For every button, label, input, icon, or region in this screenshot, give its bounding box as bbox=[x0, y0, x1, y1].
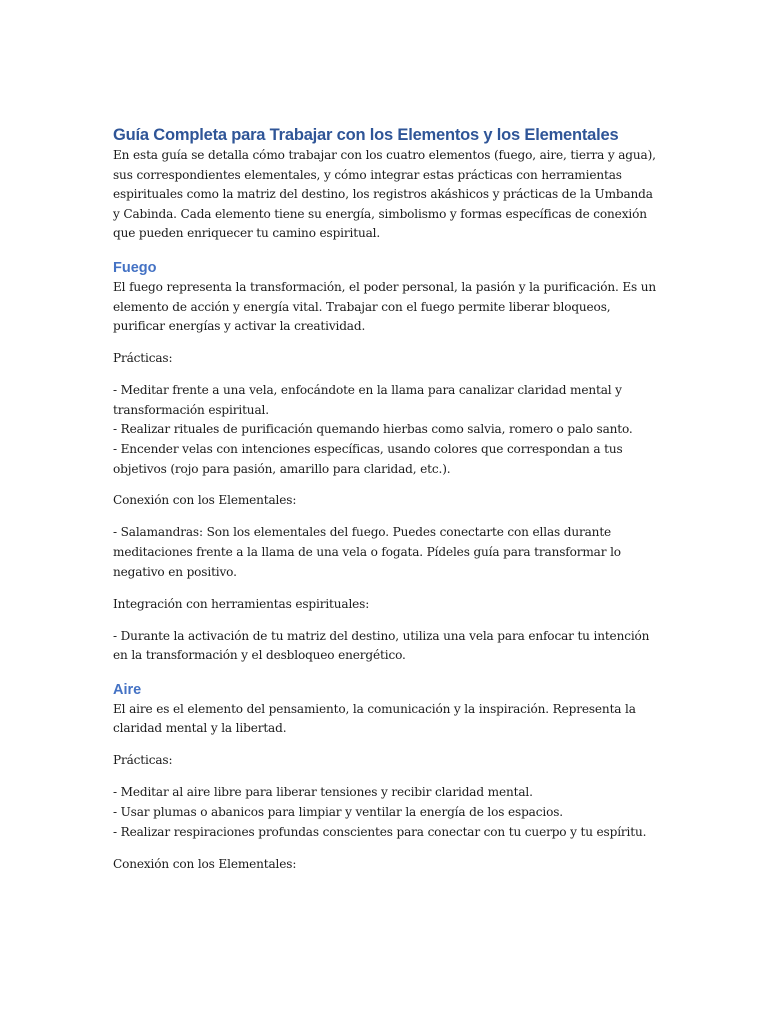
list-item: - Meditar frente a una vela, enfocándote en la llama para canalizar claridad mental y transformación espiritual. bbox=[113, 383, 622, 417]
fuego-connection-label: Conexión con los Elementales: bbox=[113, 493, 297, 508]
list-item: - Meditar al aire libre para liberar tensiones y recibir claridad mental. bbox=[113, 785, 533, 800]
fuego-integration-label: Integración con herramientas espirituales: bbox=[113, 596, 370, 611]
fuego-description: El fuego representa la transformación, el poder personal, la pasión y la purificación. Es un elemento de acción y energía vital. Trabajar con el fuego permite liberar bloqueos, purificar energías y activar la creatividad. bbox=[113, 279, 657, 334]
list-item: - Usar plumas o abanicos para limpiar y ventilar la energía de los espacios. bbox=[113, 804, 563, 819]
document-page bbox=[113, 124, 658, 874]
section-heading-fuego: Fuego bbox=[113, 259, 157, 276]
list-item: - Encender velas con intenciones específicas, usando colores que correspondan a tus objetivos (rojo para pasión, amarillo para claridad, etc.). bbox=[113, 441, 623, 476]
fuego-practices-list bbox=[113, 381, 658, 479]
section-heading-aire: Aire bbox=[113, 681, 142, 698]
fuego-practices-label: Prácticas: bbox=[113, 351, 173, 366]
aire-connection-label: Conexión con los Elementales: bbox=[113, 856, 297, 871]
fuego-connection-text: - Salamandras: Son los elementales del fuego. Puedes conectarte con ellas durante meditaciones frente a la llama de una vela o fogata. Pídeles guía para transformar lo negativo en positivo. bbox=[113, 525, 621, 579]
aire-practices-list bbox=[113, 783, 658, 842]
intro-paragraph: En esta guía se detalla cómo trabajar con los cuatro elementos (fuego, aire, tierra y agua), sus correspondientes elementales, y cómo integrar estas prácticas con herramientas espirituales como la matriz del destino, los registros akáshicos y prácticas de la Umbanda y Cabinda. Cada elemento tiene su energía, simbolismo y formas específicas de conexión que pueden enriquecer tu camino espiritual. bbox=[113, 148, 656, 241]
fuego-integration-text: - Durante la activación de tu matriz del destino, utiliza una vela para enfocar tu intención en la transformación y el desbloqueo energético. bbox=[113, 628, 650, 663]
aire-practices-label: Prácticas: bbox=[113, 753, 173, 768]
list-item: - Realizar rituales de purificación quemando hierbas como salvia, romero o palo santo. bbox=[113, 422, 633, 437]
list-item: - Realizar respiraciones profundas conscientes para conectar con tu cuerpo y tu espíritu. bbox=[113, 824, 647, 839]
aire-description: El aire es el elemento del pensamiento, la comunicación y la inspiración. Representa la claridad mental y la libertad. bbox=[113, 701, 636, 736]
document-title: Guía Completa para Trabajar con los Elementos y los Elementales bbox=[113, 126, 619, 144]
